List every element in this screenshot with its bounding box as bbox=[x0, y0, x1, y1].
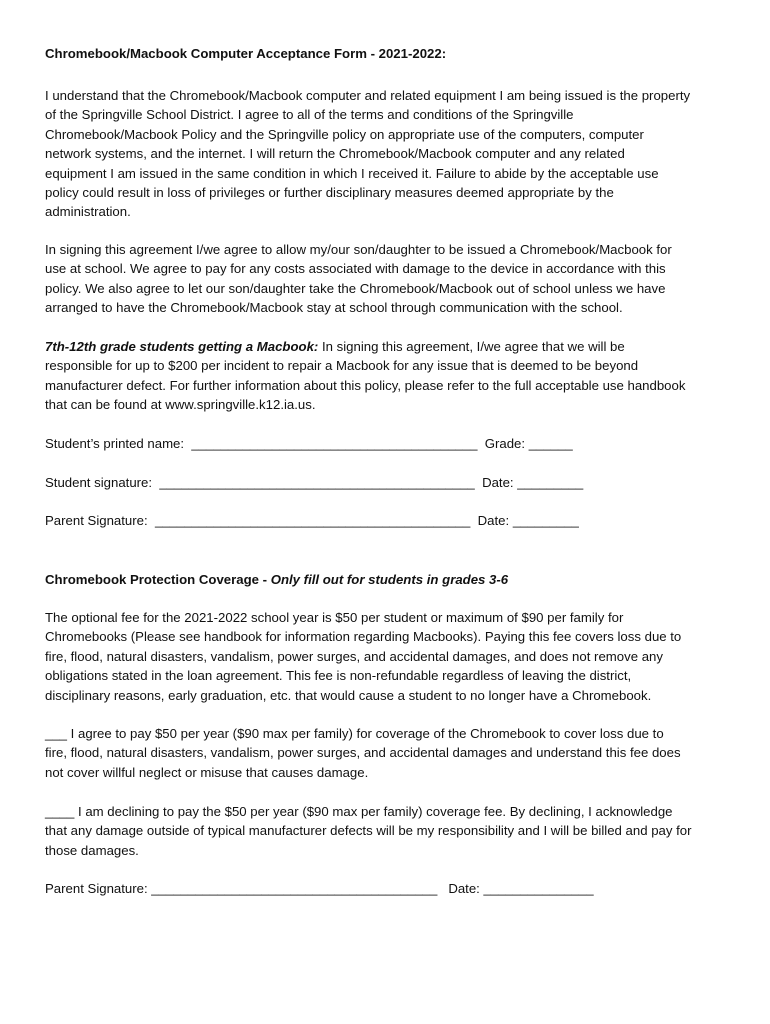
text-line: that any damage outside of typical manufacturer defects will be my responsibility and I will be billed and pay for bbox=[45, 823, 692, 839]
text-line: Chromebook/Macbook Policy and the Springville policy on appropriate use of the computers, computer bbox=[45, 126, 644, 142]
text-line: use at school. We agree to pay for any costs associated with damage to the device in accordance with this bbox=[45, 261, 666, 277]
paragraph-parent-agreement bbox=[45, 240, 735, 318]
student-printed-name-line[interactable]: Student’s printed name: _______________________________________ Grade: ______ bbox=[45, 436, 573, 451]
student-signature-line[interactable]: Student signature: ___________________________________________ Date: _________ bbox=[45, 475, 584, 490]
text-line: those damages. bbox=[45, 842, 139, 858]
text-line: disciplinary reasons, early graduation, etc. that would cause a student to no longer have a Chromebook. bbox=[45, 687, 652, 703]
text-line bbox=[45, 337, 735, 356]
text-line: I understand that the Chromebook/Macbook computer and related equipment I am being issued is the property bbox=[45, 88, 691, 103]
text-line: of the Springville School District. I agree to all of the terms and conditions of the Springville bbox=[45, 107, 574, 123]
text-line: policy. We also agree to let our son/daughter take the Chromebook/Macbook out of school unless we have bbox=[45, 280, 666, 296]
coverage-parent-signature-line[interactable]: Parent Signature: _______________________________________ Date: _______________ bbox=[45, 881, 594, 896]
macbook-policy-first: In signing this agreement, I/we agree that we will be bbox=[318, 339, 625, 354]
text-line: The optional fee for the 2021-2022 school year is $50 per student or maximum of $90 per family for bbox=[45, 610, 624, 625]
text-line: responsible for up to $200 per incident to repair a Macbook for any issue that is deemed to be beyond bbox=[45, 358, 639, 374]
text-line: ____ I am declining to pay the $50 per year ($90 max per family) coverage fee. By declining, I acknowledge bbox=[45, 804, 673, 819]
parent-signature-line[interactable]: Parent Signature: ___________________________________________ Date: _________ bbox=[45, 513, 579, 528]
section-title-note: Only fill out for students in grades 3-6 bbox=[270, 572, 509, 587]
text-line: arranged to have the Chromebook/Macbook stay at school through communication with the school. bbox=[45, 300, 623, 316]
macbook-policy-lead: 7th-12th grade students getting a Macbook: bbox=[45, 339, 319, 354]
text-line: that can be found at www.springville.k12.ia.us. bbox=[45, 397, 316, 413]
section-title-text: Chromebook Protection Coverage - bbox=[45, 572, 271, 587]
text-line: fire, flood, natural disasters, vandalism, power surges, and accidental damages, and does not remove any bbox=[45, 648, 663, 664]
text-line: obligations stated in the loan agreement. This fee is non-refundable regardless of leaving the district, bbox=[45, 668, 632, 684]
option-decline-coverage[interactable] bbox=[45, 802, 735, 860]
text-line: manufacturer defect. For further information about this policy, please refer to the full acceptable use handbook bbox=[45, 377, 686, 393]
paragraph-macbook-policy bbox=[45, 337, 735, 415]
text-line: In signing this agreement I/we agree to allow my/our son/daughter to be issued a Chromebook/Macbook for bbox=[45, 242, 672, 257]
section-title-protection-coverage bbox=[45, 570, 735, 589]
paragraph-optional-fee bbox=[45, 608, 735, 705]
text-line: ___ I agree to pay $50 per year ($90 max per family) for coverage of the Chromebook to cover loss due to bbox=[45, 726, 664, 741]
text-line: equipment I am issued in the same condition in which I received it. Failure to abide by the acceptable use bbox=[45, 165, 659, 181]
option-agree-coverage[interactable] bbox=[45, 724, 735, 782]
text-line: network systems, and the internet. I will return the Chromebook/Macbook computer and any related bbox=[45, 146, 625, 162]
text-line: fire, flood, natural disasters, vandalism, power surges, and accidental damages and understand this fee does bbox=[45, 745, 681, 761]
text-line: administration. bbox=[45, 204, 131, 220]
paragraph-property-agreement bbox=[45, 86, 735, 222]
text-line: policy could result in loss of privileges or further disciplinary measures deemed appropriate by the bbox=[45, 185, 614, 201]
form-title: Chromebook/Macbook Computer Acceptance Form - 2021-2022: bbox=[45, 46, 447, 61]
text-line: not cover willful neglect or misuse that causes damage. bbox=[45, 764, 369, 780]
text-line: Chromebooks (Please see handbook for information regarding Macbooks). Paying this fee covers loss due to bbox=[45, 629, 682, 645]
